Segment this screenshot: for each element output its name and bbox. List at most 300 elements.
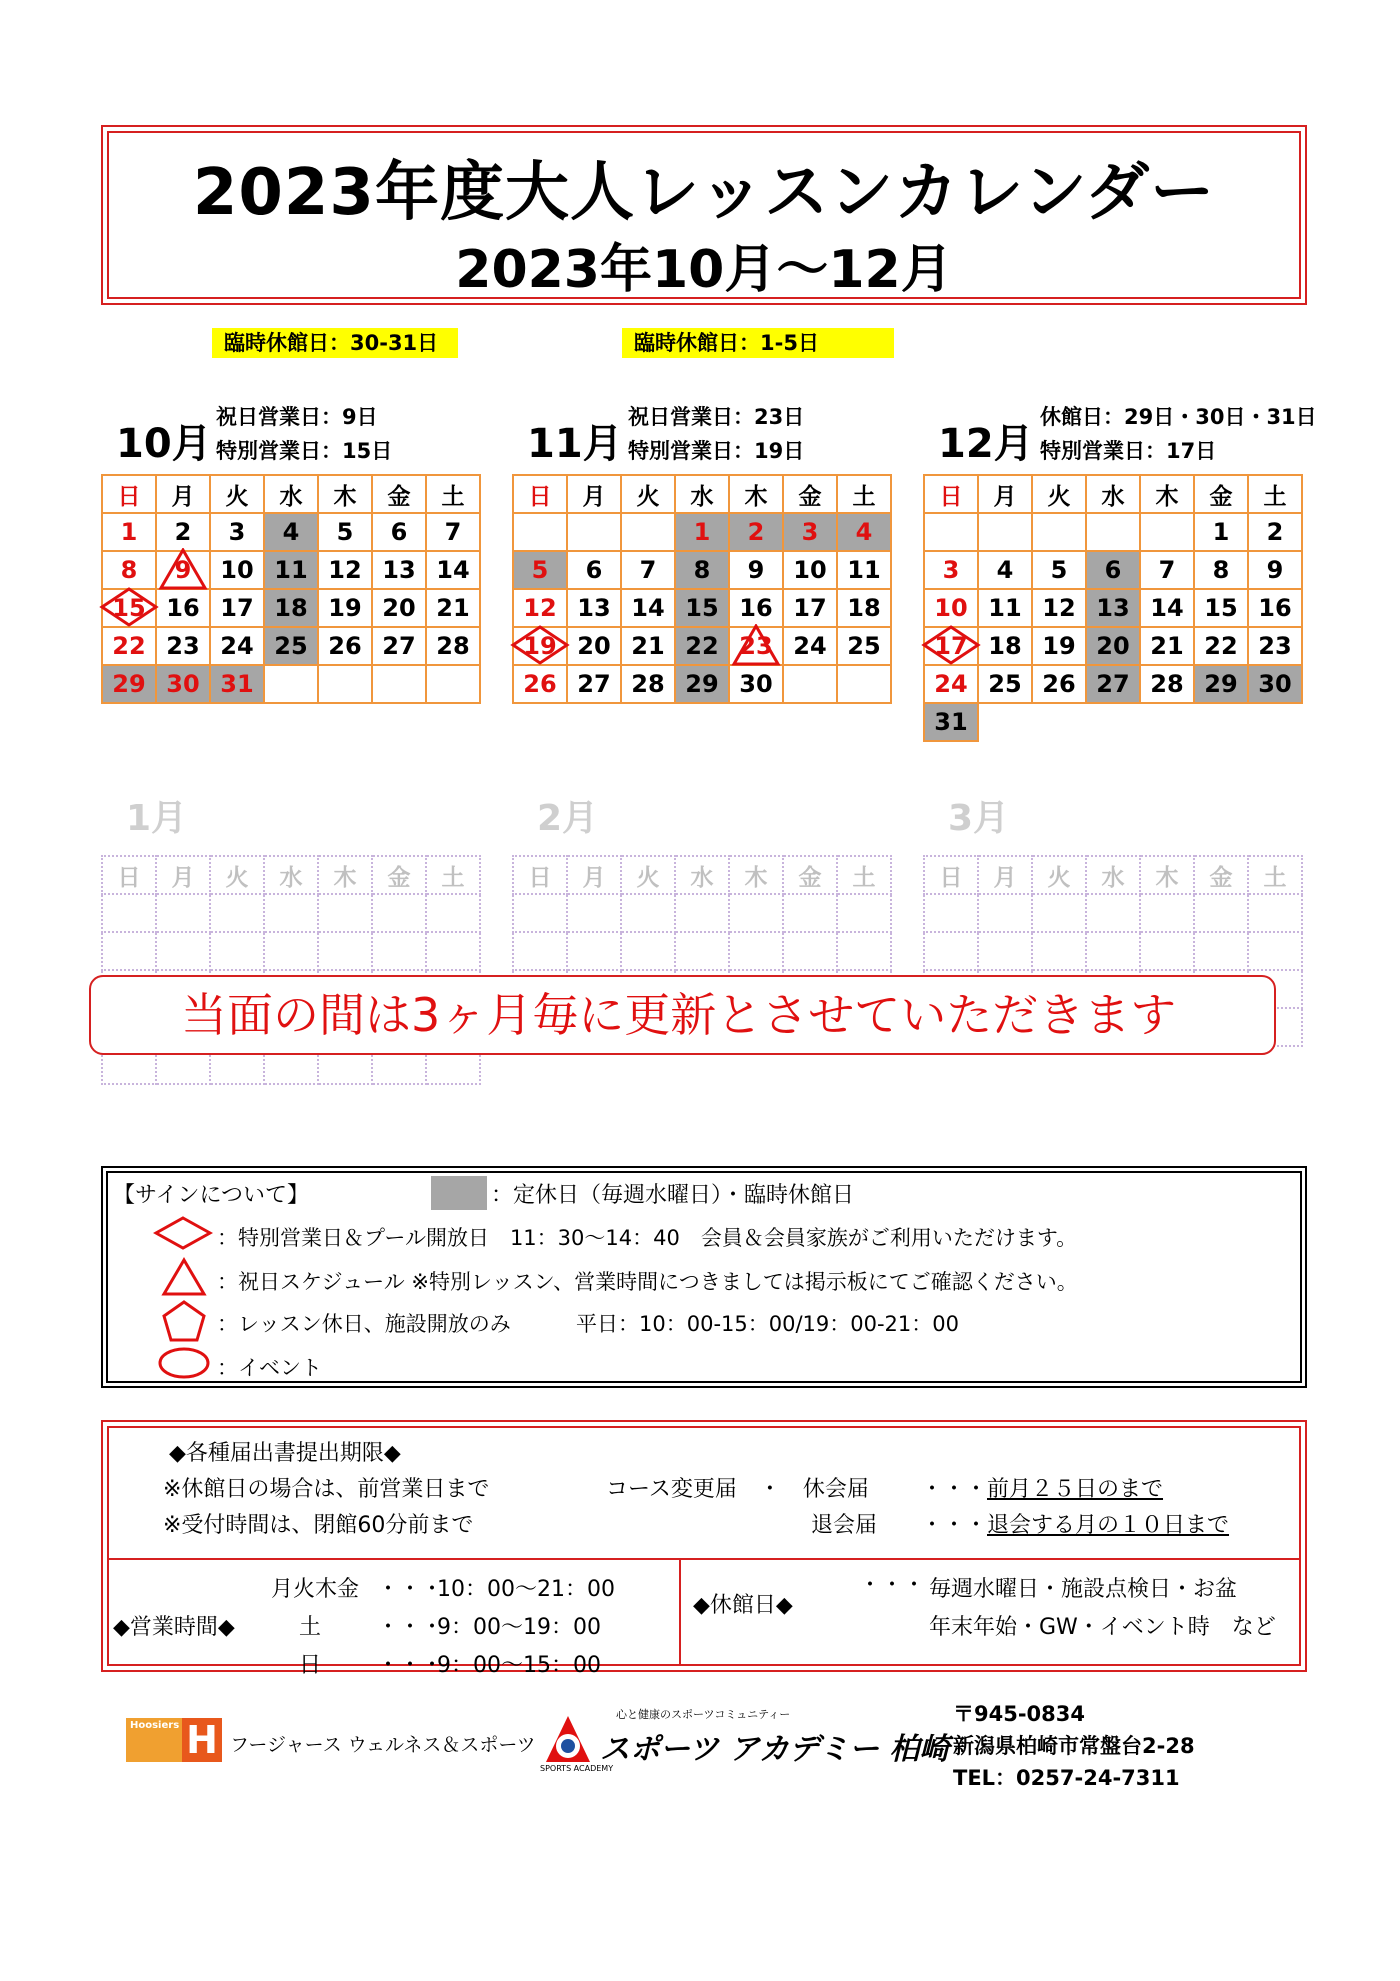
day-number: 16 xyxy=(739,594,773,622)
weekday-header: 木 xyxy=(729,856,783,894)
day-cell xyxy=(513,589,567,627)
day-number: 27 xyxy=(382,632,416,660)
day-cell xyxy=(837,627,891,665)
grey-swatch-icon xyxy=(431,1176,487,1210)
empty-day-cell xyxy=(1194,932,1248,970)
month-note: 祝日営業日：23日 xyxy=(628,405,805,429)
day-number: 14 xyxy=(631,594,665,622)
week-row xyxy=(924,665,1302,703)
deadline-note-1: ※休館日の場合は、前営業日まで xyxy=(163,1477,490,1502)
day-number: 13 xyxy=(1096,594,1130,622)
weekday-header: 火 xyxy=(621,856,675,894)
day-number: 29 xyxy=(112,670,146,698)
empty-day-cell xyxy=(1140,894,1194,932)
day-number: 1 xyxy=(693,518,711,546)
weekday-header: 土 xyxy=(426,856,480,894)
empty-day-cell xyxy=(621,513,675,551)
day-cell xyxy=(210,627,264,665)
empty-day-cell xyxy=(978,513,1032,551)
empty-day-cell xyxy=(156,932,210,970)
day-cell xyxy=(513,627,567,665)
day-cell xyxy=(1032,627,1086,665)
day-number: 6 xyxy=(585,556,603,584)
weekday-header: 日 xyxy=(924,475,978,513)
day-number: 19 xyxy=(523,632,557,660)
weekday-header: 金 xyxy=(783,475,837,513)
empty-day-cell xyxy=(1140,932,1194,970)
day-cell xyxy=(978,551,1032,589)
day-number: 19 xyxy=(328,594,362,622)
empty-day-cell xyxy=(1032,513,1086,551)
week-row xyxy=(102,589,480,627)
legend-box xyxy=(101,1166,1307,1388)
day-number: 29 xyxy=(1204,670,1238,698)
week-row xyxy=(924,589,1302,627)
day-number: 17 xyxy=(934,632,968,660)
empty-day-cell xyxy=(837,665,891,703)
day-cell xyxy=(102,551,156,589)
day-cell xyxy=(1032,589,1086,627)
day-number: 31 xyxy=(934,708,968,736)
day-number: 8 xyxy=(1212,556,1230,584)
month-label-feb: 2月 xyxy=(537,798,599,839)
day-cell xyxy=(978,627,1032,665)
day-number: 25 xyxy=(988,670,1022,698)
day-cell xyxy=(729,513,783,551)
info-divider-vertical xyxy=(679,1558,681,1666)
empty-day-cell xyxy=(426,894,480,932)
weekday-header: 土 xyxy=(1248,475,1302,513)
empty-day-cell xyxy=(372,894,426,932)
page-subtitle: 2023年10月～12月 xyxy=(455,240,953,300)
day-cell xyxy=(837,551,891,589)
hours-time-sat: 9：00～19：00 xyxy=(437,1615,601,1640)
day-cell xyxy=(264,513,318,551)
weekday-header: 日 xyxy=(102,475,156,513)
weekday-header: 金 xyxy=(372,856,426,894)
day-number: 25 xyxy=(847,632,881,660)
empty-day-cell xyxy=(318,932,372,970)
closed-line-1: 毎週水曜日・施設点検日・お盆 xyxy=(929,1577,1238,1602)
diamond-icon xyxy=(153,1215,213,1251)
empty-day-cell xyxy=(264,665,318,703)
weekday-header: 月 xyxy=(978,856,1032,894)
weekday-header: 木 xyxy=(1140,856,1194,894)
week-row xyxy=(513,589,891,627)
day-number: 9 xyxy=(174,556,192,584)
day-number: 21 xyxy=(1150,632,1184,660)
info-box xyxy=(101,1420,1307,1678)
week-row xyxy=(102,627,480,665)
day-number: 10 xyxy=(793,556,827,584)
day-cell xyxy=(621,665,675,703)
empty-day-cell xyxy=(1086,932,1140,970)
day-cell xyxy=(729,665,783,703)
weekday-header: 日 xyxy=(513,856,567,894)
day-number: 21 xyxy=(436,594,470,622)
empty-day-cell xyxy=(978,894,1032,932)
legend-grey-desc: ：定休日（毎週水曜日）・臨時休館日 xyxy=(491,1183,855,1208)
day-cell xyxy=(1140,551,1194,589)
empty-day-cell xyxy=(783,932,837,970)
day-cell xyxy=(156,551,210,589)
month-notes-oct xyxy=(216,400,392,468)
day-cell xyxy=(621,627,675,665)
day-number: 20 xyxy=(1096,632,1130,660)
day-cell xyxy=(675,665,729,703)
day-number: 19 xyxy=(1042,632,1076,660)
closed-line-2: 年末年始・GW・イベント時 など xyxy=(929,1615,1276,1640)
day-cell xyxy=(1194,513,1248,551)
day-cell xyxy=(783,627,837,665)
empty-day-cell xyxy=(1194,894,1248,932)
weekday-header: 火 xyxy=(210,856,264,894)
empty-day-cell xyxy=(1032,894,1086,932)
day-cell xyxy=(1086,627,1140,665)
empty-day-cell xyxy=(1032,932,1086,970)
day-number: 9 xyxy=(747,556,765,584)
academy-name: スポーツ アカデミー 柏崎 xyxy=(600,1732,950,1767)
hours-heading: ◆営業時間◆ xyxy=(113,1615,235,1640)
day-number: 4 xyxy=(996,556,1014,584)
day-number: 11 xyxy=(847,556,881,584)
deadline-value-2: 退会する月の１０日まで xyxy=(987,1513,1230,1538)
empty-day-cell xyxy=(783,665,837,703)
day-cell xyxy=(924,627,978,665)
day-cell xyxy=(102,513,156,551)
empty-day-cell xyxy=(675,932,729,970)
oval-icon xyxy=(157,1346,211,1380)
month-note: 休館日：29日・30日・31日 xyxy=(1040,405,1317,429)
empty-day-cell xyxy=(318,665,372,703)
day-cell xyxy=(102,589,156,627)
day-cell xyxy=(1086,665,1140,703)
day-cell xyxy=(372,551,426,589)
day-cell xyxy=(924,665,978,703)
month-note: 祝日営業日：9日 xyxy=(216,405,378,429)
weekday-header: 金 xyxy=(1194,475,1248,513)
weekday-header: 日 xyxy=(924,856,978,894)
month-label-oct: 10月 xyxy=(116,421,212,467)
hours-days-weekday: 月火木金 xyxy=(271,1577,360,1602)
day-number: 12 xyxy=(328,556,362,584)
day-number: 2 xyxy=(747,518,765,546)
deadline-value-1: 前月２５日のまで xyxy=(987,1477,1164,1502)
day-number: 15 xyxy=(112,594,146,622)
empty-day-cell xyxy=(783,894,837,932)
weekday-header: 水 xyxy=(1086,475,1140,513)
hours-time-sun: 9：00～15：00 xyxy=(437,1653,601,1678)
week-row xyxy=(513,894,891,932)
day-cell xyxy=(156,627,210,665)
day-cell xyxy=(978,665,1032,703)
day-number: 9 xyxy=(1266,556,1284,584)
empty-day-cell xyxy=(318,894,372,932)
day-number: 17 xyxy=(793,594,827,622)
day-cell xyxy=(1194,627,1248,665)
empty-day-cell xyxy=(924,932,978,970)
day-number: 28 xyxy=(631,670,665,698)
closed-dots: ・・・ xyxy=(859,1573,926,1598)
weekday-header-row xyxy=(102,856,480,894)
day-number: 10 xyxy=(934,594,968,622)
day-number: 13 xyxy=(577,594,611,622)
day-number: 10 xyxy=(220,556,254,584)
pentagon-icon xyxy=(161,1299,207,1343)
day-number: 29 xyxy=(685,670,719,698)
day-number: 28 xyxy=(436,632,470,660)
day-number: 11 xyxy=(988,594,1022,622)
weekday-header: 火 xyxy=(210,475,264,513)
day-number: 2 xyxy=(1266,518,1284,546)
weekday-header: 水 xyxy=(1086,856,1140,894)
day-cell xyxy=(567,551,621,589)
day-cell xyxy=(567,627,621,665)
empty-day-cell xyxy=(372,665,426,703)
day-number: 6 xyxy=(1104,556,1122,584)
title-box xyxy=(101,125,1307,305)
day-cell xyxy=(1086,589,1140,627)
month-label-mar: 3月 xyxy=(948,798,1010,839)
day-cell xyxy=(264,627,318,665)
day-cell xyxy=(1032,665,1086,703)
weekday-header-row xyxy=(924,475,1302,513)
day-cell xyxy=(729,589,783,627)
empty-day-cell xyxy=(156,894,210,932)
day-number: 4 xyxy=(282,518,300,546)
month-label-dec: 12月 xyxy=(938,421,1034,467)
weekday-header: 木 xyxy=(318,856,372,894)
weekday-header: 金 xyxy=(1194,856,1248,894)
day-cell xyxy=(924,703,978,741)
empty-day-cell xyxy=(264,894,318,932)
weekday-header: 水 xyxy=(264,856,318,894)
day-cell xyxy=(426,589,480,627)
day-number: 7 xyxy=(444,518,462,546)
week-row xyxy=(102,513,480,551)
day-number: 30 xyxy=(739,670,773,698)
empty-day-cell xyxy=(729,932,783,970)
day-cell xyxy=(426,513,480,551)
day-number: 5 xyxy=(531,556,549,584)
day-number: 7 xyxy=(1158,556,1176,584)
empty-day-cell xyxy=(837,932,891,970)
legend-heading: 【サインについて】 xyxy=(113,1183,310,1208)
month-note: 特別営業日：15日 xyxy=(216,439,393,463)
week-row xyxy=(513,627,891,665)
day-number: 24 xyxy=(934,670,968,698)
empty-day-cell xyxy=(1248,932,1302,970)
day-number: 27 xyxy=(577,670,611,698)
weekday-header: 水 xyxy=(264,475,318,513)
empty-day-cell xyxy=(1086,513,1140,551)
week-row xyxy=(924,894,1302,932)
day-cell xyxy=(783,513,837,551)
day-number: 1 xyxy=(1212,518,1230,546)
day-cell xyxy=(1140,589,1194,627)
week-row xyxy=(102,932,480,970)
calendar-october xyxy=(101,474,481,704)
weekday-header-row xyxy=(513,475,891,513)
empty-day-cell xyxy=(1086,894,1140,932)
day-number: 26 xyxy=(523,670,557,698)
day-number: 26 xyxy=(328,632,362,660)
info-divider-horizontal xyxy=(107,1558,1301,1560)
day-number: 30 xyxy=(166,670,200,698)
weekday-header: 月 xyxy=(156,475,210,513)
day-number: 28 xyxy=(1150,670,1184,698)
hours-dots: ・・・ xyxy=(377,1653,444,1678)
day-number: 14 xyxy=(436,556,470,584)
day-number: 20 xyxy=(382,594,416,622)
academy-logo-small-text: SPORTS ACADEMY xyxy=(540,1764,614,1773)
day-cell xyxy=(210,665,264,703)
day-cell xyxy=(1140,627,1194,665)
day-cell xyxy=(426,551,480,589)
day-number: 23 xyxy=(1258,632,1292,660)
postal-code: 〒945-0834 xyxy=(953,1702,1085,1726)
day-cell xyxy=(318,589,372,627)
day-cell xyxy=(1140,665,1194,703)
closure-note-nov: 臨時休館日：1-5日 xyxy=(622,328,894,358)
day-number: 11 xyxy=(274,556,308,584)
page-title: 2023年度大人レッスンカレンダー xyxy=(192,156,1216,230)
day-number: 17 xyxy=(220,594,254,622)
triangle-icon xyxy=(161,1257,207,1297)
hours-days-sun: 日 xyxy=(299,1653,322,1678)
day-number: 23 xyxy=(166,632,200,660)
day-cell xyxy=(318,551,372,589)
hours-time-weekday: 10：00～21：00 xyxy=(437,1577,615,1602)
day-cell xyxy=(513,665,567,703)
day-number: 14 xyxy=(1150,594,1184,622)
day-cell xyxy=(513,551,567,589)
day-cell xyxy=(426,627,480,665)
day-cell xyxy=(1248,551,1302,589)
day-cell xyxy=(372,589,426,627)
day-number: 31 xyxy=(220,670,254,698)
month-label-jan: 1月 xyxy=(126,798,188,839)
hours-dots: ・・・ xyxy=(377,1577,444,1602)
day-number: 18 xyxy=(988,632,1022,660)
weekday-header: 水 xyxy=(675,856,729,894)
month-notes-dec xyxy=(1040,400,1317,468)
form-change-suspend: コース変更届 ・ 休会届 xyxy=(606,1477,869,1502)
week-row xyxy=(924,513,1302,551)
calendar-december xyxy=(923,474,1303,742)
academy-tagline: 心と健康のスポーツコミュニティー xyxy=(616,1708,791,1721)
empty-day-cell xyxy=(426,932,480,970)
week-row xyxy=(102,894,480,932)
weekday-header: 木 xyxy=(1140,475,1194,513)
hoosiers-logo xyxy=(126,1718,222,1762)
telephone: TEL：0257-24-7311 xyxy=(953,1766,1180,1790)
week-row xyxy=(924,551,1302,589)
weekday-header: 月 xyxy=(978,475,1032,513)
day-cell xyxy=(567,589,621,627)
month-note: 特別営業日：17日 xyxy=(1040,439,1217,463)
day-cell xyxy=(675,627,729,665)
day-number: 12 xyxy=(1042,594,1076,622)
day-cell xyxy=(675,551,729,589)
day-number: 6 xyxy=(390,518,408,546)
day-cell xyxy=(102,627,156,665)
day-number: 5 xyxy=(1050,556,1068,584)
day-cell xyxy=(210,589,264,627)
day-cell xyxy=(102,665,156,703)
day-cell xyxy=(264,551,318,589)
weekday-header-row xyxy=(924,856,1302,894)
day-number: 15 xyxy=(1204,594,1238,622)
week-row xyxy=(513,551,891,589)
closed-heading: ◆休館日◆ xyxy=(693,1593,793,1618)
weekday-header: 日 xyxy=(513,475,567,513)
weekday-header: 土 xyxy=(837,856,891,894)
weekday-header: 土 xyxy=(837,475,891,513)
day-number: 22 xyxy=(1204,632,1238,660)
address: 新潟県柏崎市常盤台2-28 xyxy=(953,1734,1195,1758)
day-cell xyxy=(156,589,210,627)
day-cell xyxy=(1248,513,1302,551)
week-row xyxy=(924,932,1302,970)
day-cell xyxy=(978,589,1032,627)
legend-triangle-desc: ：祝日スケジュール ※特別レッスン、営業時間につきましては掲示板にてご確認ください。 xyxy=(217,1270,1078,1294)
day-cell xyxy=(318,627,372,665)
hoosiers-logo-small-text: Hoosiers xyxy=(130,1720,180,1731)
empty-day-cell xyxy=(513,894,567,932)
day-number: 1 xyxy=(120,518,138,546)
day-cell xyxy=(1248,627,1302,665)
form-withdrawal: 退会届 xyxy=(811,1513,878,1538)
hours-days-sat: 土 xyxy=(299,1615,322,1640)
month-note: 特別営業日：19日 xyxy=(628,439,805,463)
day-number: 18 xyxy=(847,594,881,622)
day-number: 26 xyxy=(1042,670,1076,698)
day-number: 13 xyxy=(382,556,416,584)
weekday-header-row xyxy=(102,475,480,513)
empty-day-cell xyxy=(621,894,675,932)
empty-day-cell xyxy=(924,894,978,932)
hoosiers-logo-letter: H xyxy=(182,1718,222,1762)
day-number: 22 xyxy=(112,632,146,660)
empty-day-cell xyxy=(978,932,1032,970)
day-cell xyxy=(729,551,783,589)
weekday-header-row xyxy=(513,856,891,894)
weekday-header: 木 xyxy=(729,475,783,513)
empty-day-cell xyxy=(837,894,891,932)
day-number: 16 xyxy=(1258,594,1292,622)
day-number: 12 xyxy=(523,594,557,622)
week-row xyxy=(513,665,891,703)
weekday-header: 木 xyxy=(318,475,372,513)
empty-day-cell xyxy=(102,932,156,970)
day-cell xyxy=(1194,589,1248,627)
day-cell xyxy=(924,589,978,627)
day-number: 23 xyxy=(739,632,773,660)
empty-day-cell xyxy=(675,894,729,932)
legend-oval-desc: ：イベント xyxy=(217,1356,322,1380)
day-cell xyxy=(1194,551,1248,589)
day-cell xyxy=(318,513,372,551)
day-cell xyxy=(783,589,837,627)
day-number: 3 xyxy=(801,518,819,546)
empty-day-cell xyxy=(924,513,978,551)
day-cell xyxy=(1248,665,1302,703)
hoosiers-name: フージャース ウェルネス＆スポーツ xyxy=(230,1734,536,1756)
closure-note-oct: 臨時休館日：30-31日 xyxy=(212,328,458,358)
day-number: 24 xyxy=(220,632,254,660)
empty-day-cell xyxy=(621,932,675,970)
